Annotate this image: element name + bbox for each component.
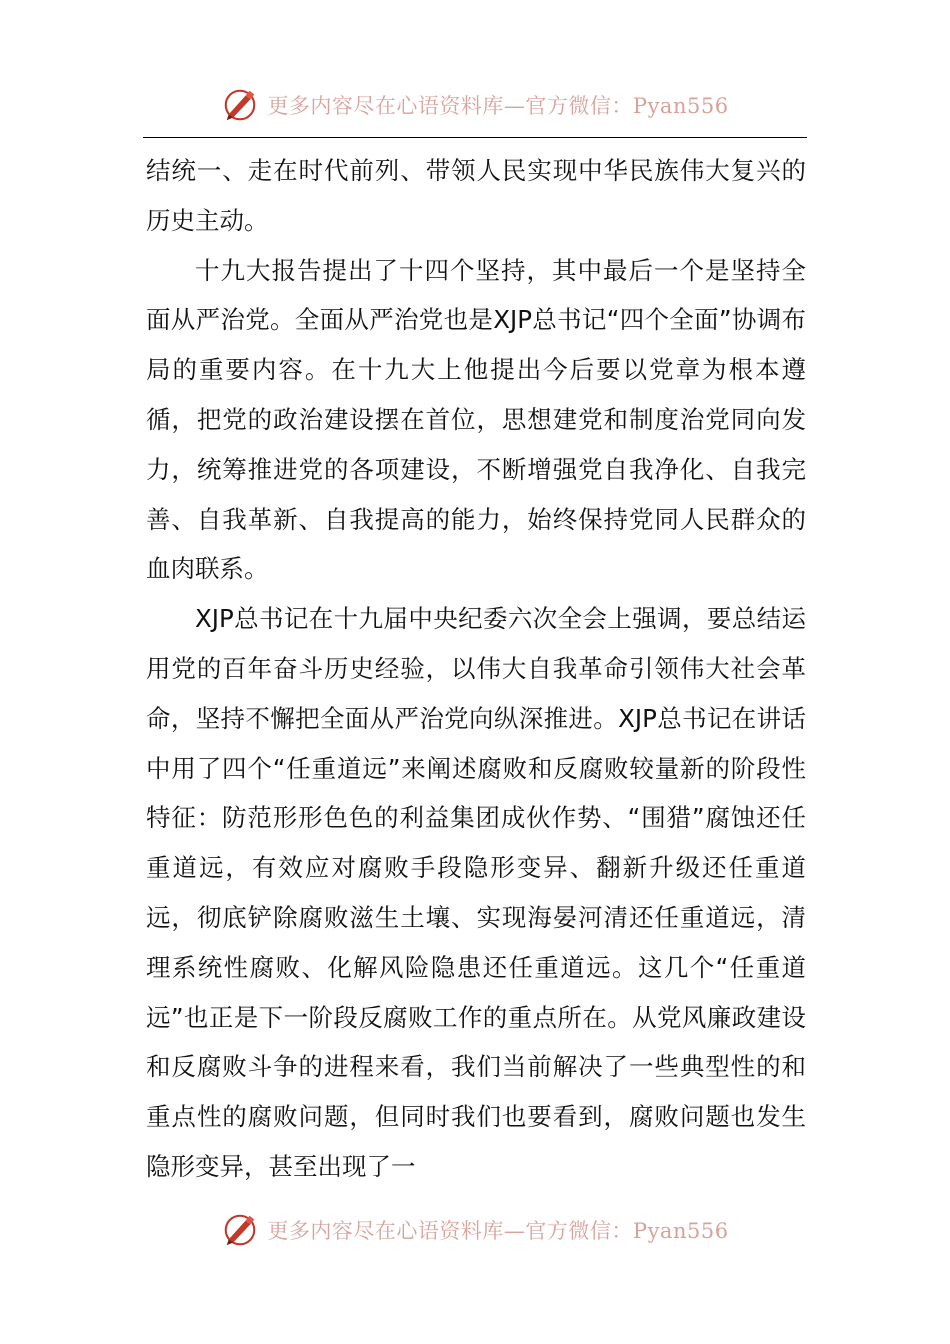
footer-banner-text: 更多内容尽在心语资料库—官方微信：Pyan556 (267, 1219, 729, 1243)
pen-logo-icon (221, 86, 259, 124)
page-header (0, 80, 950, 130)
header-divider (143, 137, 807, 138)
pen-logo-icon (221, 1211, 259, 1249)
paragraph-continued: 结统一、走在时代前列、带领人民实现中华民族伟大复兴的历史主动。 (146, 156, 806, 235)
paragraph: 十九大报告提出了十四个坚持，其中最后一个是坚持全面从严治党。全面从严治党也是XJP总书记“四个全面”协调布局的重要内容。在十九大上他提出今后要以党章为根本遵循，把党的政治建设摆在首位，思想建党和制度治党同向发力，统筹推进党的各项建设，不断增强党自我净化、自我完善、自我革新、自我提高的能力，始终保持党同人民群众的血肉联系。 (146, 255, 806, 584)
header-banner-text: 更多内容尽在心语资料库—官方微信：Pyan556 (267, 94, 729, 118)
body-text (146, 146, 806, 1192)
paragraph: XJP总书记在十九届中央纪委六次全会上强调，要总结运用党的百年奋斗历史经验，以伟大自我革命引领伟大社会革命，坚持不懈把全面从严治党向纵深推进。XJP总书记在讲话中用了四个“任重道远”来阐述腐败和反腐败较量新的阶段性特征：防范形形色色的利益集团成伙作势、“围猎”腐蚀还任重道远，有效应对腐败手段隐形变异、翻新升级还任重道远，彻底铲除腐败滋生土壤、实现海晏河清还任重道远，清理系统性腐败、化解风险隐患还任重道远。这几个“任重道远”也正是下一阶段反腐败工作的重点所在。从党风廉政建设和反腐败斗争的进程来看，我们当前解决了一些典型性的和重点性的腐败问题，但同时我们也要看到，腐败问题也发生隐形变异，甚至出现了一 (146, 604, 806, 1181)
page-footer (0, 1205, 950, 1255)
